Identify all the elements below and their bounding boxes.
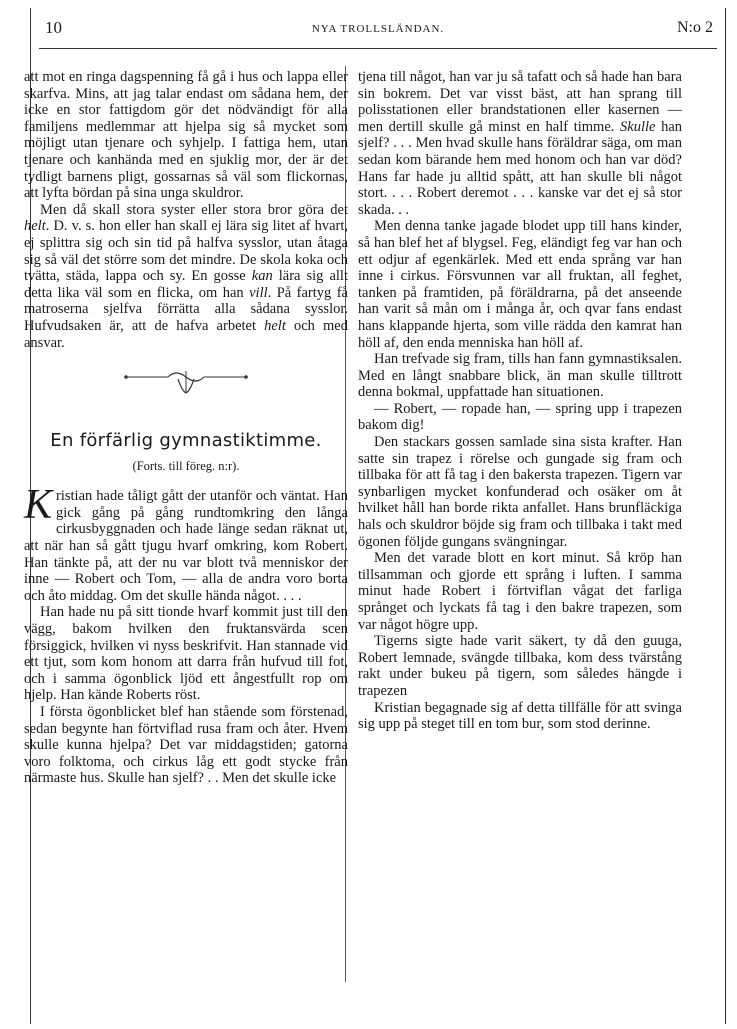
page-number: 10 bbox=[45, 18, 62, 37]
paragraph: Han trefvade sig fram, tills han fann gymnastiksalen. Med en långt snabbare blick, än man skulle tilltrott denna bokmal, uppfattade han situationen. bbox=[358, 351, 682, 401]
journal-title: NYA TROLLSLÄNDAN. bbox=[311, 23, 445, 35]
paragraph: Men det varade blott en kort minut. Så kröp han tillsamman och gjorde ett språng i luften. I samma minut hade Robert i förtviflan vågat det farliga språnget och lyckats få tag i den bakre trapezen, som var något högre upp. bbox=[358, 550, 682, 633]
paragraph: I första ögonblicket blef han stående som förstenad, sedan begynte han förtviflad rusa fram och åter. Hvem skulle kunna hjelpa? Det var middagstiden; gatorna voro folktoma, och cirkus låg ett godt stycke från närmaste hus. Skulle han sjelf? . . Men det skulle icke bbox=[24, 704, 348, 787]
right-column bbox=[358, 69, 682, 733]
issue-number: N:o 2 bbox=[677, 19, 713, 36]
paragraph: — Robert, — ropade han, — spring upp i trapezen bakom dig! bbox=[358, 400, 682, 434]
left-column bbox=[24, 69, 348, 787]
paragraph: Den stackars gossen samlade sina sista krafter. Han satte sin trapez i rörelse och gungade sig fram och tillbaka för att få tag i den bakersta trapezen. Tigern var synbarligen mycket konfunderad och osäker om åt hvilket håll han borde rikta anfallet. Hans brunfläckiga hals och skuldror böjde sig fram och tillbaka i takt med ögonen följde gungans svängningar. bbox=[358, 434, 682, 550]
paragraph: Men denna tanke jagade blodet upp till hans kinder, så han blef het af blygsel. Feg, eländigt feg var han och ett odjur af egenkärlek. Med ett enda språng var han inne i cirkus. Försvunnen var all fruktan, all feghet, tanken på framtiden, på föräldrarna, på det anseende han varit så mån om i många år, och qvar fans endast hans klappande hjerta, som ville rädda den kamrat han höll af, den enda menniska han höll af. bbox=[358, 218, 682, 351]
ornament bbox=[24, 367, 348, 397]
paragraph: att mot en ringa dagspenning få gå i hus och lappa eller skarfva. Mins, att jag talar endast om sådana hem, der icke en stor fattigdom gör det nödvändigt för alla familjens medlemmar att hjelpa sig så mycket som möjligt utan tjenare och syhjelp. I fattiga hem, utan tjenare och kanhända med en sjuklig mor, der är det tydligt barnens pligt, gossarnas så väl som flickornas, att lyfta bördan på sina unga skuldror. bbox=[24, 69, 348, 202]
section-title: En förfärlig gymnastiktimme. bbox=[50, 430, 322, 452]
paragraph: Men då skall stora syster eller stora bror göra det helt. D. v. s. hon eller han skall ej lära sig litet af hvart, ej splittra sig och sin tid på halfva sysslor, utan åtaga sig så väl det större som det mindre. De skola koka och tvätta, städa, lappa och sy. En gosse kan lära sig allt detta lika väl som en flicka, om han vill. På fartyg få matroserna sjelfva förrätta alla sådana sysslor. Hufvudsaken är, att de hafva arbetet helt och med ansvar. bbox=[24, 201, 348, 351]
section-subtitle: (Forts. till föreg. n:r). bbox=[132, 458, 240, 473]
paragraph: Han hade nu på sitt tionde hvarf kommit just till den vägg, bakom hvilken den fruktansvärda scen försiggick, hvilken vi nyss beskrifvit. Han stannade vid ett tjut, som kom honom att darra från hufvud till fot, och i samma ögonblick ljöd ett ångestfullt rop om hjelp. Han kände Roberts röst. bbox=[24, 604, 348, 704]
page-header bbox=[39, 8, 717, 49]
paragraph: Kristian begagnade sig af detta tillfälle för att svinga sig upp på steget till en tom bur, som stod derinne. bbox=[358, 699, 682, 733]
paragraph: tjena till något, han var ju så tafatt och så hade han bara sin bokrem. Det var visst bäst, att han sprang till polisstationen eller brandstationen eller kasernen — men dertill skulle gå minst en half timme. Skulle han sjelf? . . . Men hvad skulle hans föräldrar säga, om man sedan kom bärande hem med honom och han var död? Hans far hade ju alltid spått, att han skulle bli något stort. . . . Robert deremot . . . kanske var det ej så stor skada. . . bbox=[358, 69, 683, 218]
drop-initial: K bbox=[24, 482, 53, 529]
paragraph: Kristian hade tåligt gått der utanför och väntat. Han gick gång på gång rundtomkring den långa cirkusbyggnaden och hade länge sedan räknat ut, att när han så gått tjugu hvarf omkring, kom Robert. Han tänkte på, att der nu var blott två menniskor der inne — Robert och Tom, — alla de andra voro borta och åto middag. Om det skulle hända något. . . . bbox=[24, 482, 348, 604]
ornament-icon bbox=[116, 367, 256, 397]
paragraph: Tigerns sigte hade varit säkert, ty då den guuga, Robert lemnade, svängde tillbaka, kom dess tvärstång rakt under bukeu på tigern, som således hängde i trapezen bbox=[358, 633, 682, 699]
